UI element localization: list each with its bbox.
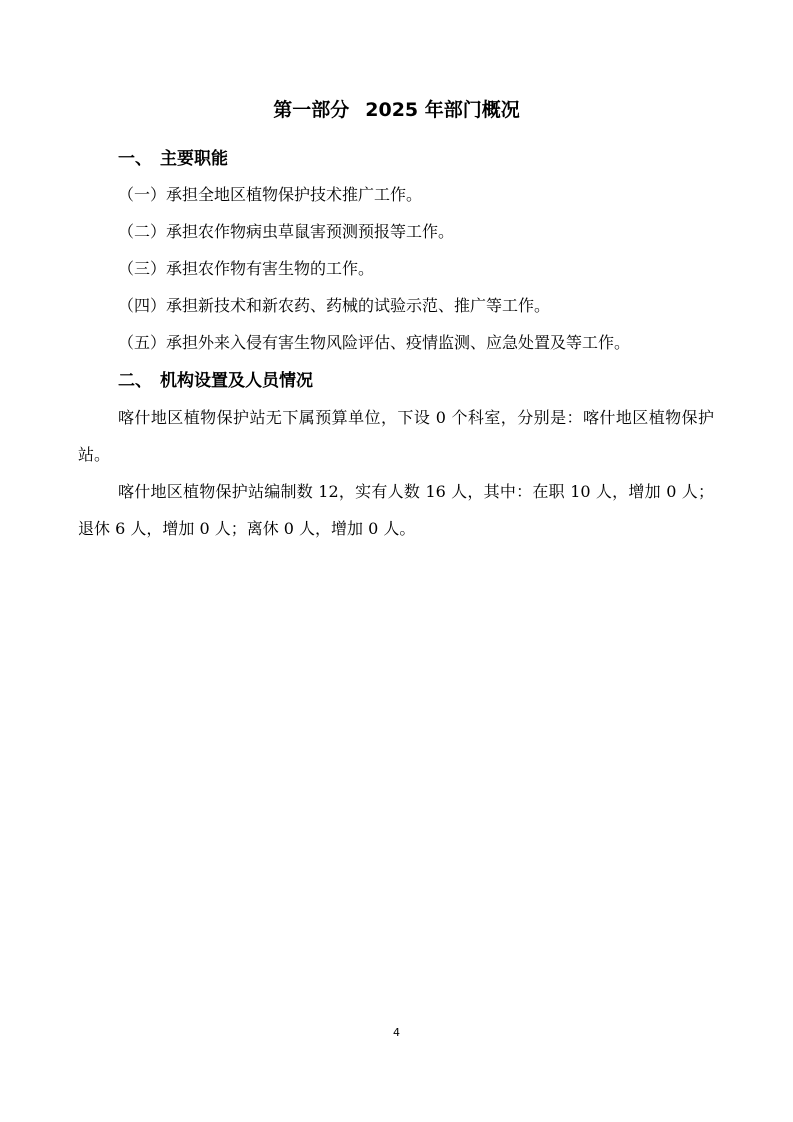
title-part: 第一部分: [273, 99, 350, 121]
organization-paragraph-2: 喀什地区植物保护站编制数 12，实有人数 16 人，其中：在职 10 人，增加 0 人；退休 6 人，增加 0 人；离休 0 人，增加 0 人。: [78, 482, 714, 538]
section-heading-organization: [118, 369, 313, 393]
section-heading-text: 主要职能: [160, 149, 228, 169]
title-text: 2025 年部门概况: [365, 99, 520, 121]
section-heading-text: 机构设置及人员情况: [160, 371, 313, 391]
function-item-4: （四）承担新技术和新农药、药械的试验示范、推广等工作。: [118, 296, 551, 315]
function-item-2: （二）承担农作物病虫草鼠害预测预报等工作。: [118, 222, 455, 241]
function-item-3: （三）承担农作物有害生物的工作。: [118, 259, 375, 278]
section-number: 一、: [118, 149, 152, 169]
page-title: [0, 96, 793, 124]
section-heading-functions: [118, 147, 228, 171]
function-item-1: （一）承担全地区植物保护技术推广工作。: [118, 185, 423, 204]
section-number: 二、: [118, 371, 152, 391]
page-number: 4: [393, 1026, 400, 1039]
organization-paragraph-1: 喀什地区植物保护站无下属预算单位，下设 0 个科室，分别是：喀什地区植物保护站。: [78, 408, 714, 464]
function-item-5: （五）承担外来入侵有害生物风险评估、疫情监测、应急处置及等工作。: [118, 333, 631, 352]
